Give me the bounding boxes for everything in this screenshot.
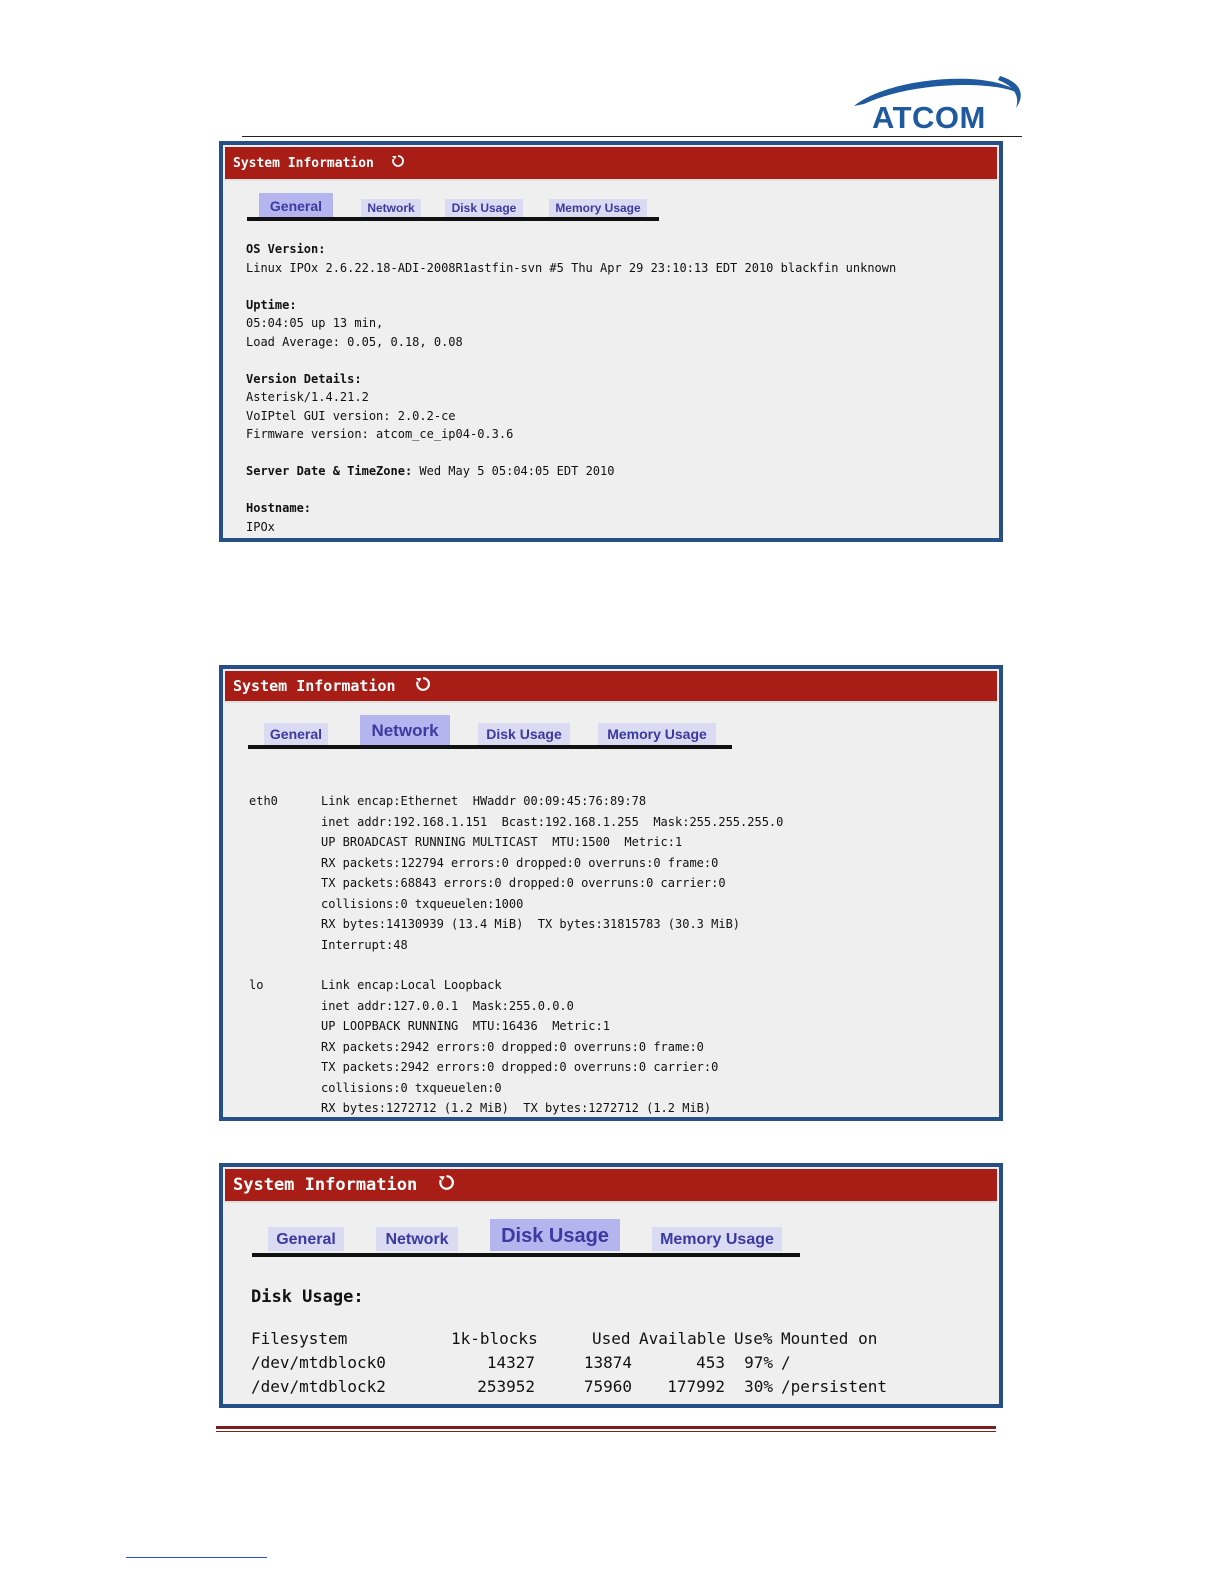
- panel-title: System Information: [233, 155, 374, 171]
- tab-network[interactable]: Network: [360, 715, 450, 745]
- ifconfig-line: RX packets:122794 errors:0 dropped:0 overruns:0 frame:0: [321, 855, 719, 870]
- tab-memory-usage[interactable]: Memory Usage: [652, 1227, 782, 1251]
- system-info-panel-general: [219, 141, 1003, 542]
- uptime-value: 05:04:05 up 13 min,: [246, 316, 384, 330]
- panel-title: System Information: [233, 1175, 418, 1195]
- footer-link-underline: [126, 1557, 267, 1558]
- tab-bar: [268, 1219, 782, 1251]
- table-row-1-used: 75960: [583, 1377, 632, 1396]
- col-use-percent: Use%: [734, 1329, 773, 1348]
- col-mounted-on: Mounted on: [781, 1329, 878, 1348]
- os-version-label: OS Version:: [246, 242, 326, 256]
- tab-underline: [248, 745, 732, 749]
- table-row-1-available: 177992: [667, 1377, 725, 1396]
- table-row-0-used: 13874: [583, 1353, 632, 1372]
- ifconfig-line: inet addr:192.168.1.151 Bcast:192.168.1.255 Mask:255.255.255.0: [321, 814, 784, 829]
- gui-version: VoIPtel GUI version: 2.0.2-ce: [246, 408, 456, 423]
- ifconfig-eth0: [321, 791, 783, 955]
- tab-memory-usage[interactable]: Memory Usage: [598, 723, 716, 745]
- general-content: [246, 240, 896, 536]
- col-1k-blocks: 1k-blocks: [451, 1329, 538, 1348]
- tab-disk-usage[interactable]: Disk Usage: [445, 199, 523, 217]
- server-date-label: Server Date & TimeZone:: [246, 464, 413, 478]
- table-row-1-use: 30%: [744, 1377, 773, 1396]
- footer-divider-thin: [216, 1431, 996, 1432]
- tab-underline: [247, 217, 659, 221]
- tab-general[interactable]: General: [268, 1227, 344, 1251]
- version-details-label: Version Details:: [246, 371, 362, 386]
- refresh-icon[interactable]: [416, 677, 430, 695]
- table-row-0-available: 453: [696, 1353, 725, 1372]
- tab-network[interactable]: Network: [361, 199, 421, 217]
- ifconfig-line: collisions:0 txqueuelen:1000: [321, 896, 524, 911]
- ifconfig-line: collisions:0 txqueuelen:0: [321, 1080, 502, 1095]
- table-row-1-mount: /persistent: [781, 1377, 887, 1396]
- ifconfig-eth0-name: eth0: [249, 794, 278, 808]
- tab-general[interactable]: General: [259, 193, 333, 217]
- tab-bar: [264, 715, 716, 745]
- ifconfig-line: RX bytes:1272712 (1.2 MiB) TX bytes:1272712 (1.2 MiB): [321, 1101, 712, 1115]
- ifconfig-line: Link encap:Local Loopback: [321, 978, 502, 992]
- uptime-label: Uptime:: [246, 297, 297, 312]
- system-info-panel-network: [219, 665, 1003, 1121]
- ifconfig-lo: [321, 975, 718, 1119]
- load-average: Load Average: 0.05, 0.18, 0.08: [246, 334, 463, 349]
- ifconfig-line: TX packets:2942 errors:0 dropped:0 overruns:0 carrier:0: [321, 1060, 719, 1074]
- hostname-label: Hostname:: [246, 501, 312, 515]
- asterisk-version: Asterisk/1.4.21.2: [246, 390, 369, 404]
- table-row-0-blocks: 14327: [486, 1353, 535, 1372]
- tab-memory-usage[interactable]: Memory Usage: [549, 199, 647, 217]
- server-date-value: Wed May 5 05:04:05 EDT 2010: [419, 464, 615, 478]
- panel-title: System Information: [233, 677, 396, 695]
- ifconfig-line: UP BROADCAST RUNNING MULTICAST MTU:1500 Metric:1: [321, 835, 683, 849]
- disk-usage-heading: Disk Usage:: [251, 1287, 364, 1307]
- header-divider: [242, 136, 1022, 137]
- col-available: Available: [639, 1329, 726, 1348]
- ifconfig-line: RX packets:2942 errors:0 dropped:0 overruns:0 frame:0: [321, 1039, 704, 1054]
- tab-disk-usage[interactable]: Disk Usage: [478, 723, 570, 745]
- atcom-logo: [850, 74, 1025, 136]
- tab-bar: [259, 193, 647, 217]
- firmware-version: Firmware version: atcom_ce_ip04-0.3.6: [246, 427, 514, 441]
- col-used: Used: [592, 1329, 631, 1348]
- system-info-panel-disk-usage: [219, 1163, 1003, 1408]
- table-row-0-filesystem: /dev/mtdblock0: [251, 1353, 386, 1372]
- refresh-icon[interactable]: [439, 1175, 454, 1195]
- tab-underline: [252, 1253, 800, 1257]
- table-row-1-filesystem: /dev/mtdblock2: [251, 1377, 386, 1396]
- ifconfig-line: UP LOOPBACK RUNNING MTU:16436 Metric:1: [321, 1019, 610, 1033]
- ifconfig-line: inet addr:127.0.0.1 Mask:255.0.0.0: [321, 998, 574, 1013]
- panel-titlebar: [225, 147, 997, 181]
- ifconfig-lo-name: lo: [249, 978, 264, 992]
- tab-disk-usage[interactable]: Disk Usage: [490, 1219, 620, 1251]
- col-filesystem: Filesystem: [251, 1329, 348, 1348]
- panel-titlebar: [225, 671, 997, 703]
- os-version-value: Linux IPOx 2.6.22.18-ADI-2008R1astfin-svn #5 Thu Apr 29 23:10:13 EDT 2010 blackfin unknown: [246, 260, 897, 275]
- hostname-value: IPOx: [246, 519, 275, 534]
- table-row-0-use: 97%: [744, 1353, 773, 1372]
- tab-general[interactable]: General: [264, 723, 328, 745]
- tab-network[interactable]: Network: [376, 1227, 458, 1251]
- table-row-0-mount: /: [781, 1353, 791, 1372]
- ifconfig-line: Interrupt:48: [321, 937, 408, 952]
- ifconfig-line: RX bytes:14130939 (13.4 MiB) TX bytes:31815783 (30.3 MiB): [321, 917, 741, 931]
- footer-divider: [216, 1426, 996, 1429]
- panel-titlebar: [225, 1169, 997, 1203]
- refresh-icon[interactable]: [392, 155, 404, 171]
- ifconfig-line: Link encap:Ethernet HWaddr 00:09:45:76:89:78: [321, 794, 647, 808]
- table-row-1-blocks: 253952: [477, 1377, 535, 1396]
- ifconfig-line: TX packets:68843 errors:0 dropped:0 overruns:0 carrier:0: [321, 876, 726, 890]
- logo-text: ATCOM: [872, 100, 986, 135]
